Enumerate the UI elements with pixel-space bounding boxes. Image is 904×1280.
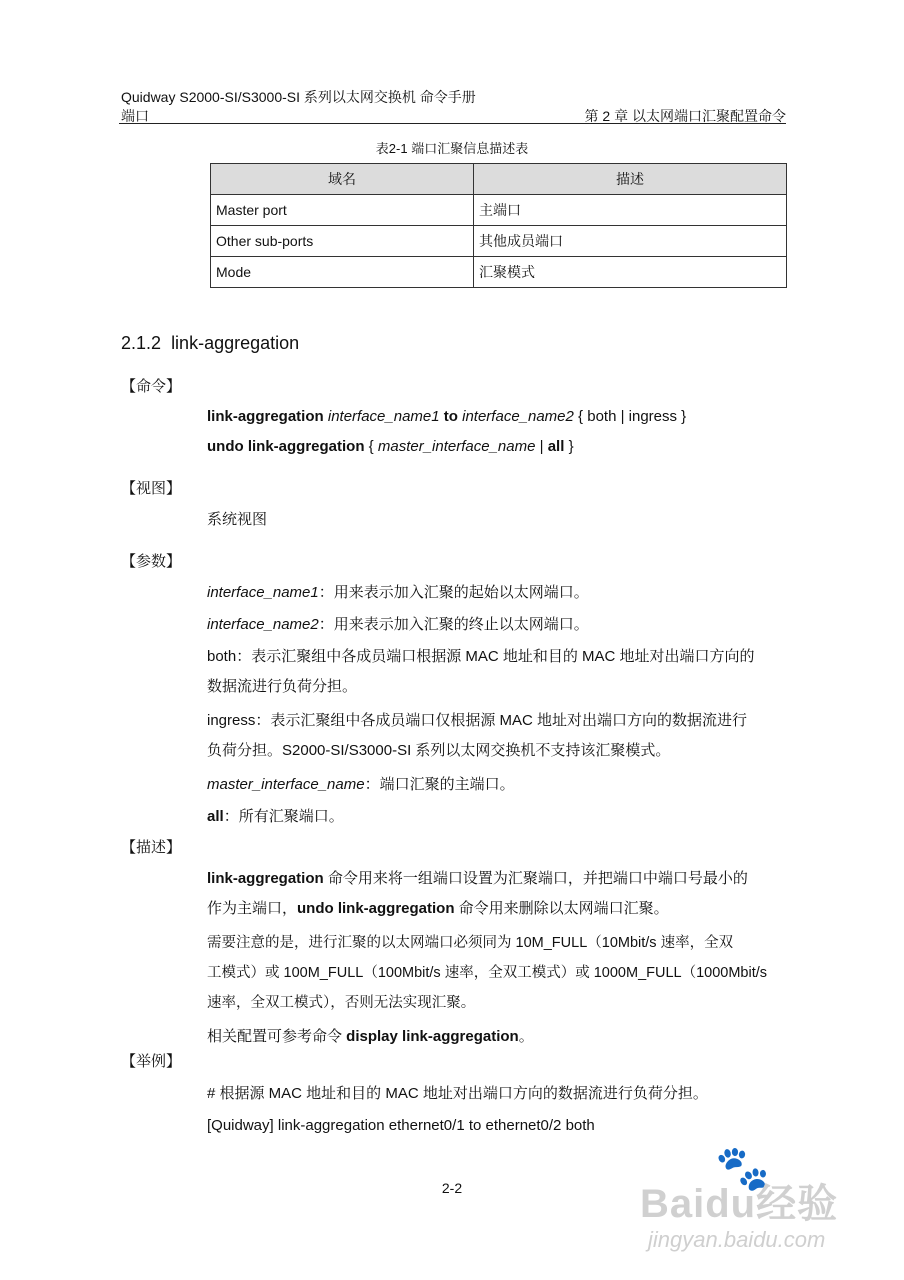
params-block <box>207 578 787 832</box>
table-cell: 其他成员端口 <box>474 226 787 257</box>
watermark-url: jingyan.baidu.com <box>648 1227 826 1252</box>
watermark <box>640 1142 870 1267</box>
command-line-1: link-aggregation interface_name1 to interface_name2 { both | ingress } <box>207 408 687 425</box>
view-text: 系统视图 <box>207 511 268 528</box>
baidu-paw-icon: 🐾 <box>715 1144 770 1193</box>
header-rule <box>119 123 786 124</box>
param-item: master_interface_name：端口汇聚的主端口。 <box>207 776 515 793</box>
watermark-logo: Baidu经验 <box>640 1182 839 1226</box>
section-heading <box>121 333 299 354</box>
command-line-2: undo link-aggregation { master_interface_name | all } <box>207 438 574 455</box>
label-description: 【描述】 <box>121 839 182 856</box>
header-title: Quidway S2000-SI/S3000-SI 系列以太网交换机 命令手册 <box>121 89 476 105</box>
description-block <box>207 864 787 1052</box>
label-params: 【参数】 <box>121 553 182 570</box>
table-cell: Master port <box>211 195 474 226</box>
table-cell: 主端口 <box>474 195 787 226</box>
param-item: ingress：表示汇聚组中各成员端口仅根据源 MAC 地址对出端口方向的数据流进行 负荷分担。S2000-SI/S3000-SI 系列以太网交换机不支持该汇聚模式。 <box>207 712 748 759</box>
table-row <box>211 226 787 257</box>
example-block <box>207 1079 787 1141</box>
param-item: interface_name1：用来表示加入汇聚的起始以太网端口。 <box>207 584 589 601</box>
param-item: all：所有汇聚端口。 <box>207 808 344 825</box>
example-command: [Quidway] link-aggregation ethernet0/1 to ethernet0/2 both <box>207 1117 595 1134</box>
description-para: 需要注意的是，进行汇聚的以太网端口必须同为 10M_FULL（10Mbit/s 速率，全双 工模式）或 100M_FULL（100Mbit/s 速率，全双工模式）或 1000M_FULL（1000Mbit/s 速率，全双工模式），否则无法实现汇聚。 <box>207 935 768 1011</box>
table-header-row <box>211 164 787 195</box>
table-cell: Other sub-ports <box>211 226 474 257</box>
table-row <box>211 257 787 288</box>
param-item: interface_name2：用来表示加入汇聚的终止以太网端口。 <box>207 616 589 633</box>
description-para: link-aggregation 命令用来将一组端口设置为汇聚端口，并把端口中端口号最小的 作为主端口，undo link-aggregation 命令用来删除以太网端口汇聚。 <box>207 870 748 917</box>
label-view: 【视图】 <box>121 480 182 497</box>
command-syntax <box>207 402 787 462</box>
description-para: 相关配置可参考命令 display link-aggregation。 <box>207 1028 534 1045</box>
header-section-left: 端口 <box>121 108 149 124</box>
section-number: 2.1.2 <box>121 333 162 353</box>
label-command: 【命令】 <box>121 378 182 395</box>
header-chapter-right: 第 2 章 以太网端口汇聚配置命令 <box>584 108 786 124</box>
label-example: 【举例】 <box>121 1053 182 1070</box>
table-cell: 汇聚模式 <box>474 257 787 288</box>
table-header-cell: 描述 <box>474 164 787 195</box>
param-item: both：表示汇聚组中各成员端口根据源 MAC 地址和目的 MAC 地址对出端口方向的 数据流进行负荷分担。 <box>207 648 755 695</box>
section-title: link-aggregation <box>171 333 300 353</box>
info-table <box>210 163 787 288</box>
table-caption: 表2-1 端口汇聚信息描述表 <box>375 141 529 156</box>
table-header-cell: 域名 <box>211 164 474 195</box>
example-comment: # 根据源 MAC 地址和目的 MAC 地址对出端口方向的数据流进行负荷分担。 <box>207 1085 708 1102</box>
table-cell: Mode <box>211 257 474 288</box>
table-row <box>211 195 787 226</box>
page-number: 2-2 <box>441 1180 463 1196</box>
